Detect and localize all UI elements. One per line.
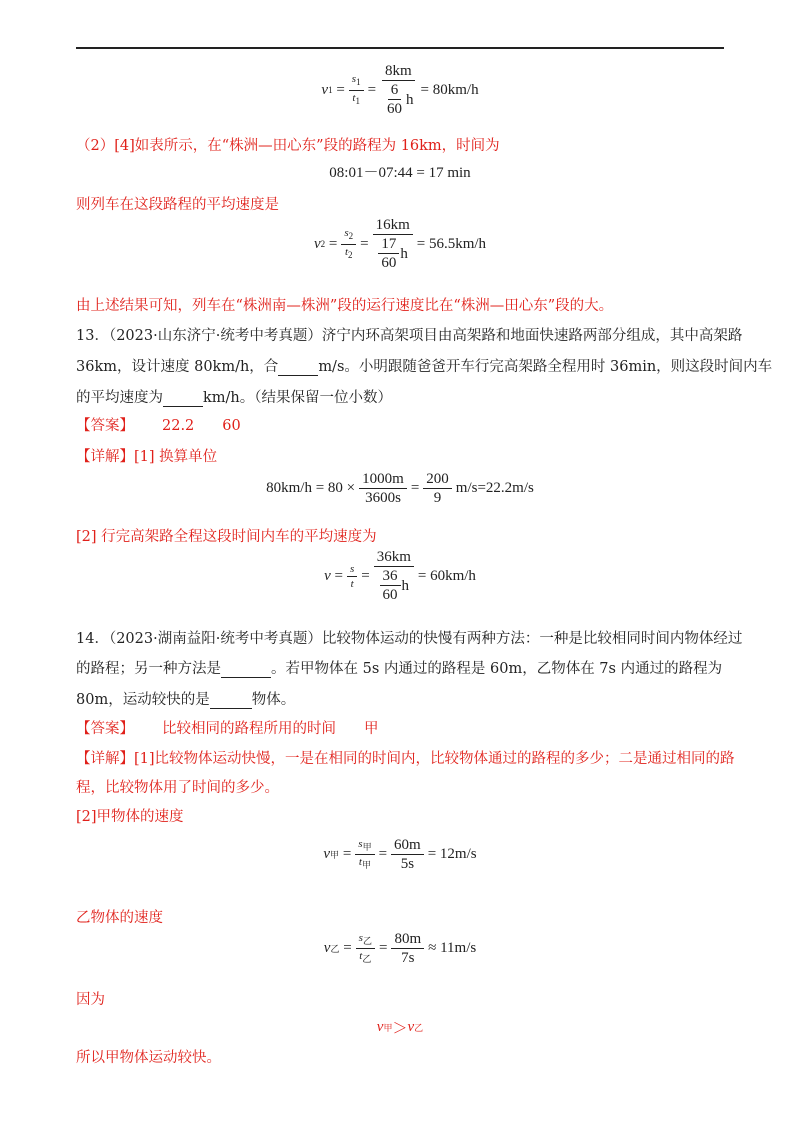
question-14-line3: 80m，运动较快的是 物体。 xyxy=(76,692,296,708)
equation-v-highway: v = $\frac{s}{t}$ = 36km $\frac{36}{60}$ h = 60km/h xyxy=(324,549,476,603)
equation-v-jia: v 甲 = $\frac{s_甲}{t_甲}$ = $\frac{60m}{5s}$ = 12m/s xyxy=(323,837,477,872)
question-13-line3: 的平均速度为 km/h。（结果保留一位小数） xyxy=(76,390,393,406)
answer-13: 【答案】 22.2 60 xyxy=(76,418,241,434)
blank-14-1 xyxy=(221,663,271,678)
detail-14-2: [2]甲物体的速度 xyxy=(76,809,184,825)
detail-13-1: 【详解】[1] 换算单位 xyxy=(76,449,218,465)
detail-14-3: 乙物体的速度 xyxy=(76,910,163,926)
blank-13-1 xyxy=(278,361,318,376)
blank-14-2 xyxy=(210,694,252,709)
paragraph-segment-distance: （2）[4]如表所示，在“株洲—田心东”段的路程为 16km，时间为 xyxy=(76,138,500,154)
equation-v1: v 1 = $\frac{s_1}{t_1}$ = 8km $\frac{6}{60}$ h = 80km/h xyxy=(321,63,479,117)
equation-unit-conversion: 80km/h = 80 × $\frac{1000m}{3600s}$ = $\frac{200}{9}$ m/s=22.2m/s xyxy=(266,471,534,506)
comparison: v 甲 ＞ v 乙 xyxy=(376,1019,424,1037)
detail-14-1b: 程，比较物体用了时间的多少。 xyxy=(76,780,279,796)
equation-v2: v 2 = $\frac{s_2}{t_2}$ = 16km $\frac{17}{60}$ h = 56.5km/h xyxy=(313,217,487,271)
detail-14-1: 【详解】[1]比较物体运动快慢，一是在相同的时间内，比较物体通过的路程的多少；二是通过相同的路 xyxy=(76,751,735,767)
because-label: 因为 xyxy=(76,992,105,1008)
question-13-line2: 36km，设计速度 80km/h，合 m/s。小明跟随爸爸开车行完高架路全程用时 36min，则这段时间内车 xyxy=(76,359,773,375)
paragraph-average-speed: 则列车在这段路程的平均速度是 xyxy=(76,197,279,213)
question-13-line1: 13．（2023·山东济宁·统考中考真题）济宁内环高架项目由高架路和地面快速路两部分组成，其中高架路 xyxy=(76,328,743,344)
equation-time: 08:01－07:44 = 17 min xyxy=(329,165,471,181)
question-14-line1: 14．（2023·湖南益阳·统考中考真题）比较物体运动的快慢有两种方法：一种是比较相同时间内物体经过 xyxy=(76,631,743,647)
blank-13-2 xyxy=(163,392,203,407)
answer-14: 【答案】 比较相同的路程所用的时间 甲 xyxy=(76,721,379,737)
paragraph-conclusion: 由上述结果可知，列车在“株洲南—株洲”段的运行速度比在“株洲—田心东”段的大。 xyxy=(76,298,614,314)
equation-v-yi: v 乙 = $\frac{s_乙}{t_乙}$ = $\frac{80m}{7s}$ ≈ 11m/s xyxy=(323,931,477,966)
so-conclusion: 所以甲物体运动较快。 xyxy=(76,1050,221,1066)
detail-13-2: [2] 行完高架路全程这段时间内车的平均速度为 xyxy=(76,529,377,545)
question-14-line2: 的路程；另一种方法是 。若甲物体在 5s 内通过的路程是 60m，乙物体在 7s 内通过的路程为 xyxy=(76,661,723,677)
header-rule xyxy=(76,47,724,49)
